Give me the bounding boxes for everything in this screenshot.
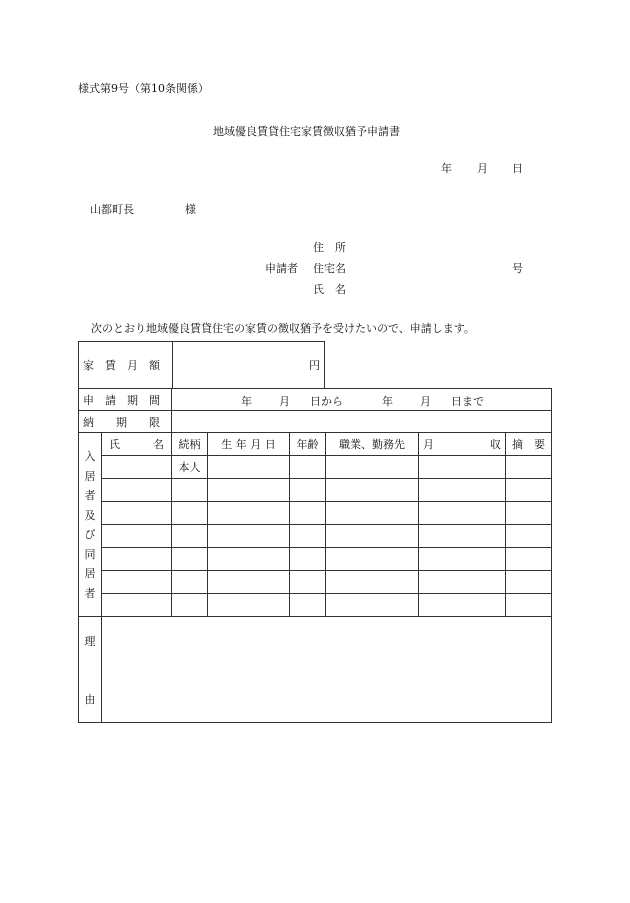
rent-label: 家 賃 月 額 — [83, 359, 160, 372]
resident-remarks-field[interactable] — [506, 502, 552, 525]
resident-relation-field[interactable] — [172, 525, 208, 548]
rent-amount-field[interactable] — [173, 342, 325, 389]
resident-birthdate-field[interactable] — [208, 525, 290, 548]
date-month-label: 月 — [477, 162, 488, 175]
header-name-char: 氏 — [109, 438, 120, 451]
reason-field[interactable] — [102, 617, 552, 723]
rent-label-cell — [79, 342, 173, 389]
resident-name-field[interactable] — [102, 571, 172, 594]
resident-birthdate-field[interactable] — [208, 479, 290, 502]
resident-occupation-field[interactable] — [326, 594, 419, 617]
period-field[interactable] — [172, 389, 552, 411]
header-remarks: 摘 要 — [506, 433, 552, 456]
header-name-char: 名 — [153, 438, 164, 451]
resident-remarks-field[interactable] — [506, 479, 552, 502]
resident-birthdate-field[interactable] — [208, 502, 290, 525]
resident-remarks-field[interactable] — [506, 571, 552, 594]
resident-age-field[interactable] — [290, 571, 326, 594]
resident-income-field[interactable] — [419, 525, 506, 548]
period-month-2: 月 — [420, 395, 431, 408]
deadline-label-cell — [79, 411, 172, 433]
period-day-from: 日から — [310, 395, 343, 408]
reason-label-cell — [79, 617, 102, 723]
resident-relation-field[interactable] — [172, 571, 208, 594]
applicant-label: 申請者 — [265, 262, 298, 275]
resident-name-field[interactable] — [102, 479, 172, 502]
header-income-char: 月 — [423, 438, 434, 451]
resident-name-field[interactable] — [102, 548, 172, 571]
table-row — [79, 502, 552, 525]
resident-income-field[interactable] — [419, 594, 506, 617]
table-row — [79, 571, 552, 594]
header-income — [419, 433, 506, 456]
applicant-address-label: 住 所 — [313, 241, 346, 254]
resident-remarks-field[interactable] — [506, 525, 552, 548]
resident-occupation-field[interactable] — [326, 525, 419, 548]
resident-occupation-field[interactable] — [326, 502, 419, 525]
application-statement: 次のとおり地域優良賃貸住宅の家賃の徴収猶予を受けたいので、申請します。 — [91, 322, 475, 335]
period-year-1: 年 — [241, 395, 252, 408]
document-title: 地域優良賃貸住宅家賃徴収猶予申請書 — [213, 125, 400, 138]
applicant-residence-label: 住宅名 — [313, 262, 346, 275]
resident-income-field[interactable] — [419, 571, 506, 594]
application-form-table — [78, 388, 552, 723]
form-reference: 様式第9号（第10条関係） — [78, 82, 209, 95]
residents-side-char: び — [84, 528, 96, 542]
date-day-label: 日 — [512, 162, 523, 175]
header-birthdate: 生 年 月 日 — [208, 433, 290, 456]
table-row — [79, 456, 552, 479]
resident-income-field[interactable] — [419, 502, 506, 525]
resident-relation-field[interactable] — [172, 479, 208, 502]
table-row — [79, 594, 552, 617]
reason-label-char: 理 — [84, 635, 96, 648]
resident-name-field[interactable] — [102, 594, 172, 617]
relation-self-label: 本人 — [178, 461, 201, 474]
resident-birthdate-field[interactable] — [208, 594, 290, 617]
resident-age-field[interactable] — [290, 502, 326, 525]
residents-side-label-cell — [79, 433, 102, 617]
period-day-until: 日まで — [451, 395, 484, 408]
resident-income-field[interactable] — [419, 548, 506, 571]
resident-birthdate-field[interactable] — [208, 571, 290, 594]
resident-relation-field[interactable] — [172, 548, 208, 571]
residents-side-char: 同 — [84, 547, 96, 561]
period-label-cell — [79, 389, 172, 411]
header-age: 年齢 — [290, 433, 326, 456]
resident-age-field[interactable] — [290, 456, 326, 479]
period-label: 申 請 期 間 — [83, 393, 160, 407]
deadline-field[interactable] — [172, 411, 552, 433]
deadline-label: 納 期 限 — [83, 415, 160, 429]
resident-birthdate-field[interactable] — [208, 456, 290, 479]
residents-side-char: 居 — [84, 567, 96, 581]
header-occupation: 職業、勤務先 — [326, 433, 419, 456]
table-row — [79, 525, 552, 548]
resident-name-field[interactable] — [102, 456, 172, 479]
addressee-name: 山都町長 — [90, 203, 134, 216]
table-row — [79, 479, 552, 502]
residents-side-char: 及 — [84, 508, 96, 522]
addressee-suffix: 様 — [185, 203, 196, 216]
resident-age-field[interactable] — [290, 479, 326, 502]
date-year-label: 年 — [441, 162, 452, 175]
resident-occupation-field[interactable] — [326, 479, 419, 502]
residents-side-char: 者 — [84, 489, 96, 503]
resident-occupation-field[interactable] — [326, 548, 419, 571]
applicant-number-suffix: 号 — [512, 262, 523, 275]
resident-remarks-field[interactable] — [506, 548, 552, 571]
reason-label-char: 由 — [84, 693, 96, 706]
residents-side-char: 入 — [84, 450, 96, 464]
resident-relation-field[interactable] — [172, 594, 208, 617]
resident-relation-field[interactable] — [172, 502, 208, 525]
resident-age-field[interactable] — [290, 525, 326, 548]
rent-unit: 円 — [309, 359, 320, 372]
resident-occupation-field[interactable] — [326, 571, 419, 594]
resident-birthdate-field[interactable] — [208, 548, 290, 571]
rent-table — [78, 341, 325, 389]
table-row — [79, 548, 552, 571]
resident-remarks-field[interactable] — [506, 594, 552, 617]
resident-age-field[interactable] — [290, 548, 326, 571]
header-income-char: 収 — [490, 438, 501, 451]
resident-remarks-field[interactable] — [506, 456, 552, 479]
header-name — [102, 433, 172, 456]
resident-income-field[interactable] — [419, 456, 506, 479]
resident-income-field[interactable] — [419, 479, 506, 502]
residents-side-char: 者 — [84, 586, 96, 600]
period-month-1: 月 — [279, 395, 290, 408]
resident-name-field[interactable] — [102, 525, 172, 548]
resident-name-field[interactable] — [102, 502, 172, 525]
resident-age-field[interactable] — [290, 594, 326, 617]
resident-relation-field[interactable] — [172, 456, 208, 479]
residents-side-char: 居 — [84, 469, 96, 483]
resident-occupation-field[interactable] — [326, 456, 419, 479]
header-relation: 続柄 — [172, 433, 208, 456]
period-year-2: 年 — [382, 395, 393, 408]
applicant-name-label: 氏 名 — [313, 283, 346, 296]
